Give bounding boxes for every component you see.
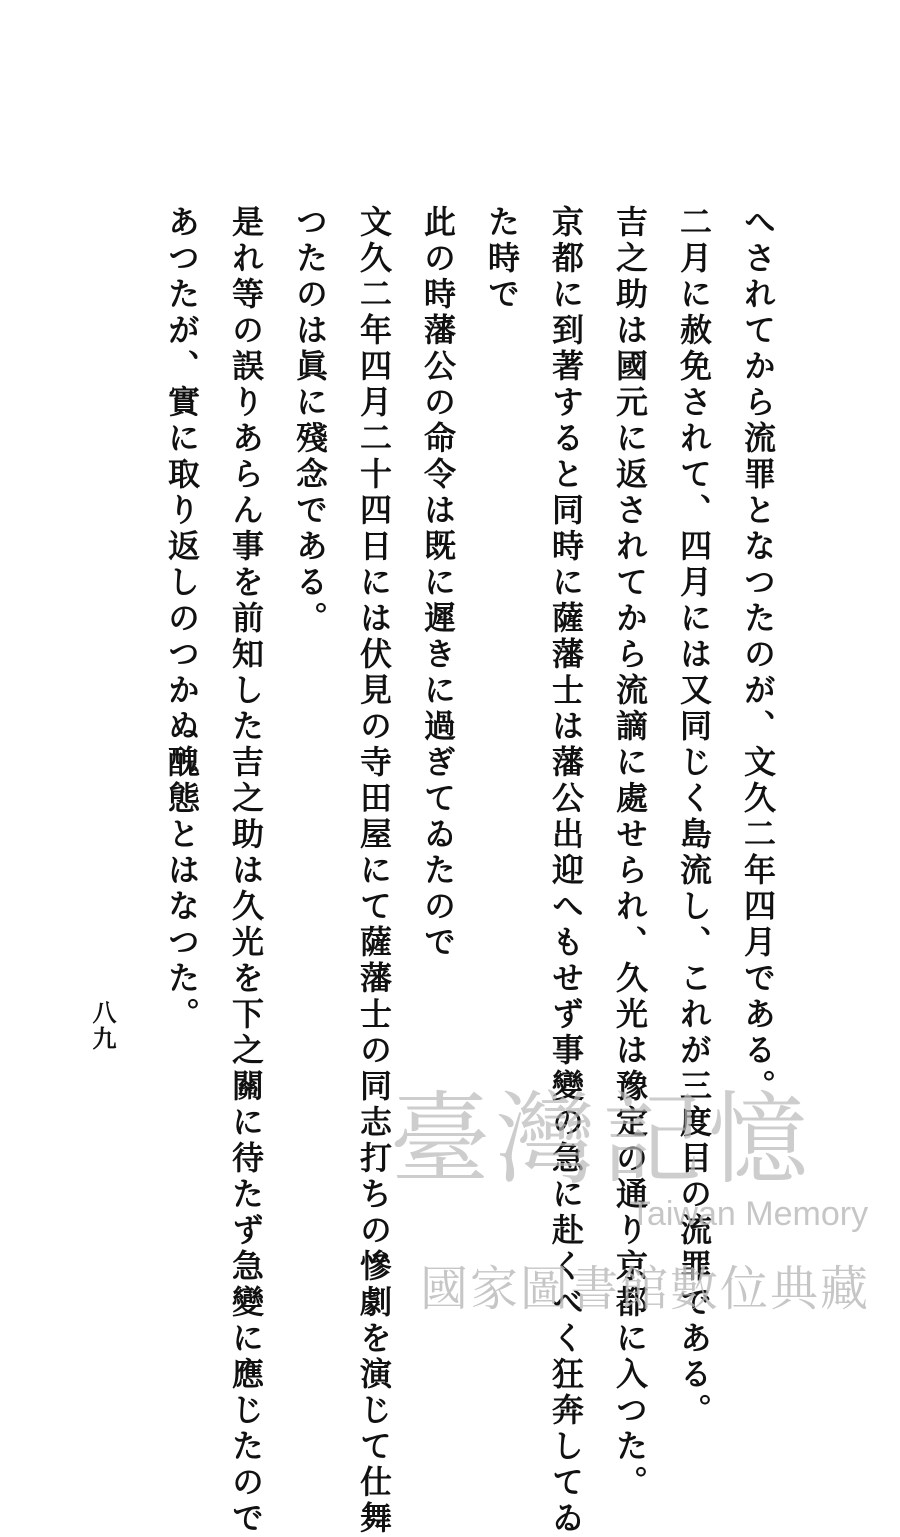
watermark-subtitle: 國家圖書館數位典藏: [420, 1261, 871, 1317]
text-line-4: 京都に到著すると同時に薩藩士は藩公出迎へもせず事變の急に赴くべく狂奔してゐ: [547, 205, 585, 1537]
text-line-6: 此の時藩公の命令は既に遲きに過ぎてゐたので: [419, 205, 457, 961]
text-line-8: つたのは眞に殘念である。: [291, 205, 329, 637]
text-line-3: 吉之助は國元に返されてから流謫に處せられ、久光は豫定の通り京都に入つた。: [611, 205, 649, 1501]
text-line-9: 是れ等の誤りあらん事を前知した吉之助は久光を下之關に待たず急變に應じたので: [227, 205, 265, 1537]
text-line-1: へされてから流罪となつたのが、文久二年四月である。: [739, 205, 777, 1105]
text-line-10: あつたが、實に取り返しのつかぬ醜態とはなつた。: [163, 205, 201, 1033]
vertical-text-body: [150, 205, 790, 1537]
watermark-chinese-title: 臺灣記憶: [390, 1081, 814, 1198]
text-line-7: 文久二年四月二十四日には伏見の寺田屋にて薩藩士の同志打ちの慘劇を演じて仕舞: [355, 205, 393, 1537]
text-line-2: 二月に赦免されて、四月には又同じく島流し、これが三度目の流罪である。: [675, 205, 713, 1429]
page-number: 八九: [88, 1000, 117, 1052]
watermark-english-title: Taiwan Memory: [630, 1195, 869, 1233]
text-line-5: た時で: [483, 205, 521, 313]
